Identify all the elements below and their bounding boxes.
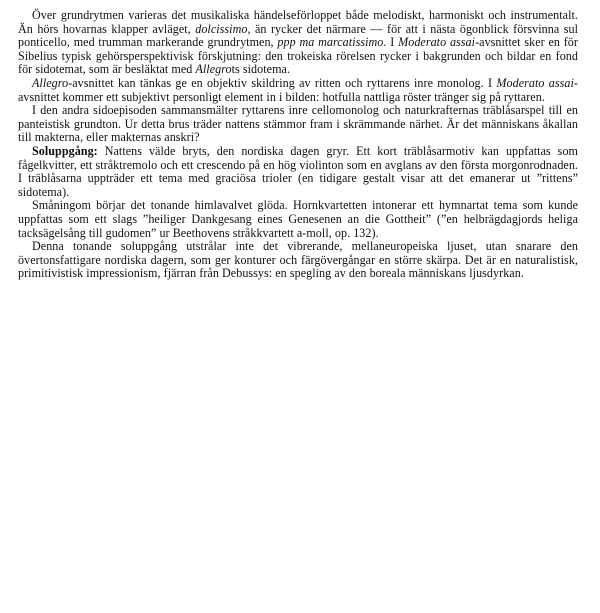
text-run-italic: ppp ma marcatissimo [277,35,384,50]
text-run-italic: Moderato assai [496,75,574,90]
text-run: , än rycker det närmare — för att i nästa ögonblick försvinna sul ponticello, med trumman markerande grundrytmen, [18,21,578,50]
text-run: Småningom börjar det tonande himlavalvet glöda. Hornkvartetten intonerar ett hymnartat tema som kunde uppfattas som ett slags ”heiliger Dankgesang eines Genesenen an die Gottheit” (”en helbrägdagjords heliga tacksägelsång till gudomen” ur Beethovens stråkkvartett a-moll, op. 132). [18,198,578,240]
document-body [18,9,578,281]
paragraph-3 [18,104,578,145]
text-run-bold: Soluppgång: [32,143,98,158]
text-run: . I [383,35,399,50]
text-run: Denna tonande soluppgång utstrålar inte det vibrerande, mellaneuropeiska ljuset, utan snarare den övertonsfattigare nordiska dagern, som ger konturer och färgövergångar en större skärpa. Det är en naturalistisk, primitivistisk impressionism, fjärran från Debussys: en spegling av den boreala människans ljusdyrkan. [18,239,578,281]
text-run-italic: dolcissimo [195,21,248,36]
paragraph-1 [18,9,578,77]
paragraph-5 [18,199,578,240]
paragraph-6 [18,240,578,281]
text-run: -avsnittet kan tänkas ge en objektiv skildring av ritten och ryttarens inre monolog. I [68,75,497,90]
text-run-italic: Allegro [195,62,232,77]
text-run: -avsnittet kommer ett subjektivt personligt element in i bilden: hotfulla nattliga röster tränger sig på ryttaren. [18,75,578,104]
paragraph-2 [18,77,578,104]
text-run-italic: Moderato assai [398,35,476,50]
text-run: Nattens välde bryts, den nordiska dagen gryr. Ett kort träblåsarmotiv kan uppfattas som fågelkvitter, ett stråktremolo och ett crescendo på en hög violinton som en avglans av den första morgonrodnaden. I träblåsarna uppträder ett tema med graciösa trioler (en tidigare gestalt visar att det emanerar ut ”rittens” sidotema). [18,143,578,199]
text-run: -avsnittet sker en för Sibelius typisk gehörsperspektivisk förskjutning: den trokeiska rörelsen rycker i bakgrunden och bildar en fond för sidotemat, som är besläktat med [18,35,578,77]
text-run-italic: Allegro [32,75,69,90]
text-run: Över grundrytmen varieras det musikaliska händelseförloppet både melodiskt, harmoniskt och instrumentalt. Än hörs hovarnas klapper avläget, [18,8,578,36]
text-run: ts sidotema. [231,62,291,77]
text-run: I den andra sidoepisoden sammansmälter ryttarens inre cellomonolog och naturkrafternas träblåsarspel till en panteistisk grundton. Ur detta brus träder nattens stämmor fram i skrämmande närhet. Är det människans åkallan till makterna, eller makternas anskri? [18,103,578,145]
paragraph-4 [18,145,578,199]
